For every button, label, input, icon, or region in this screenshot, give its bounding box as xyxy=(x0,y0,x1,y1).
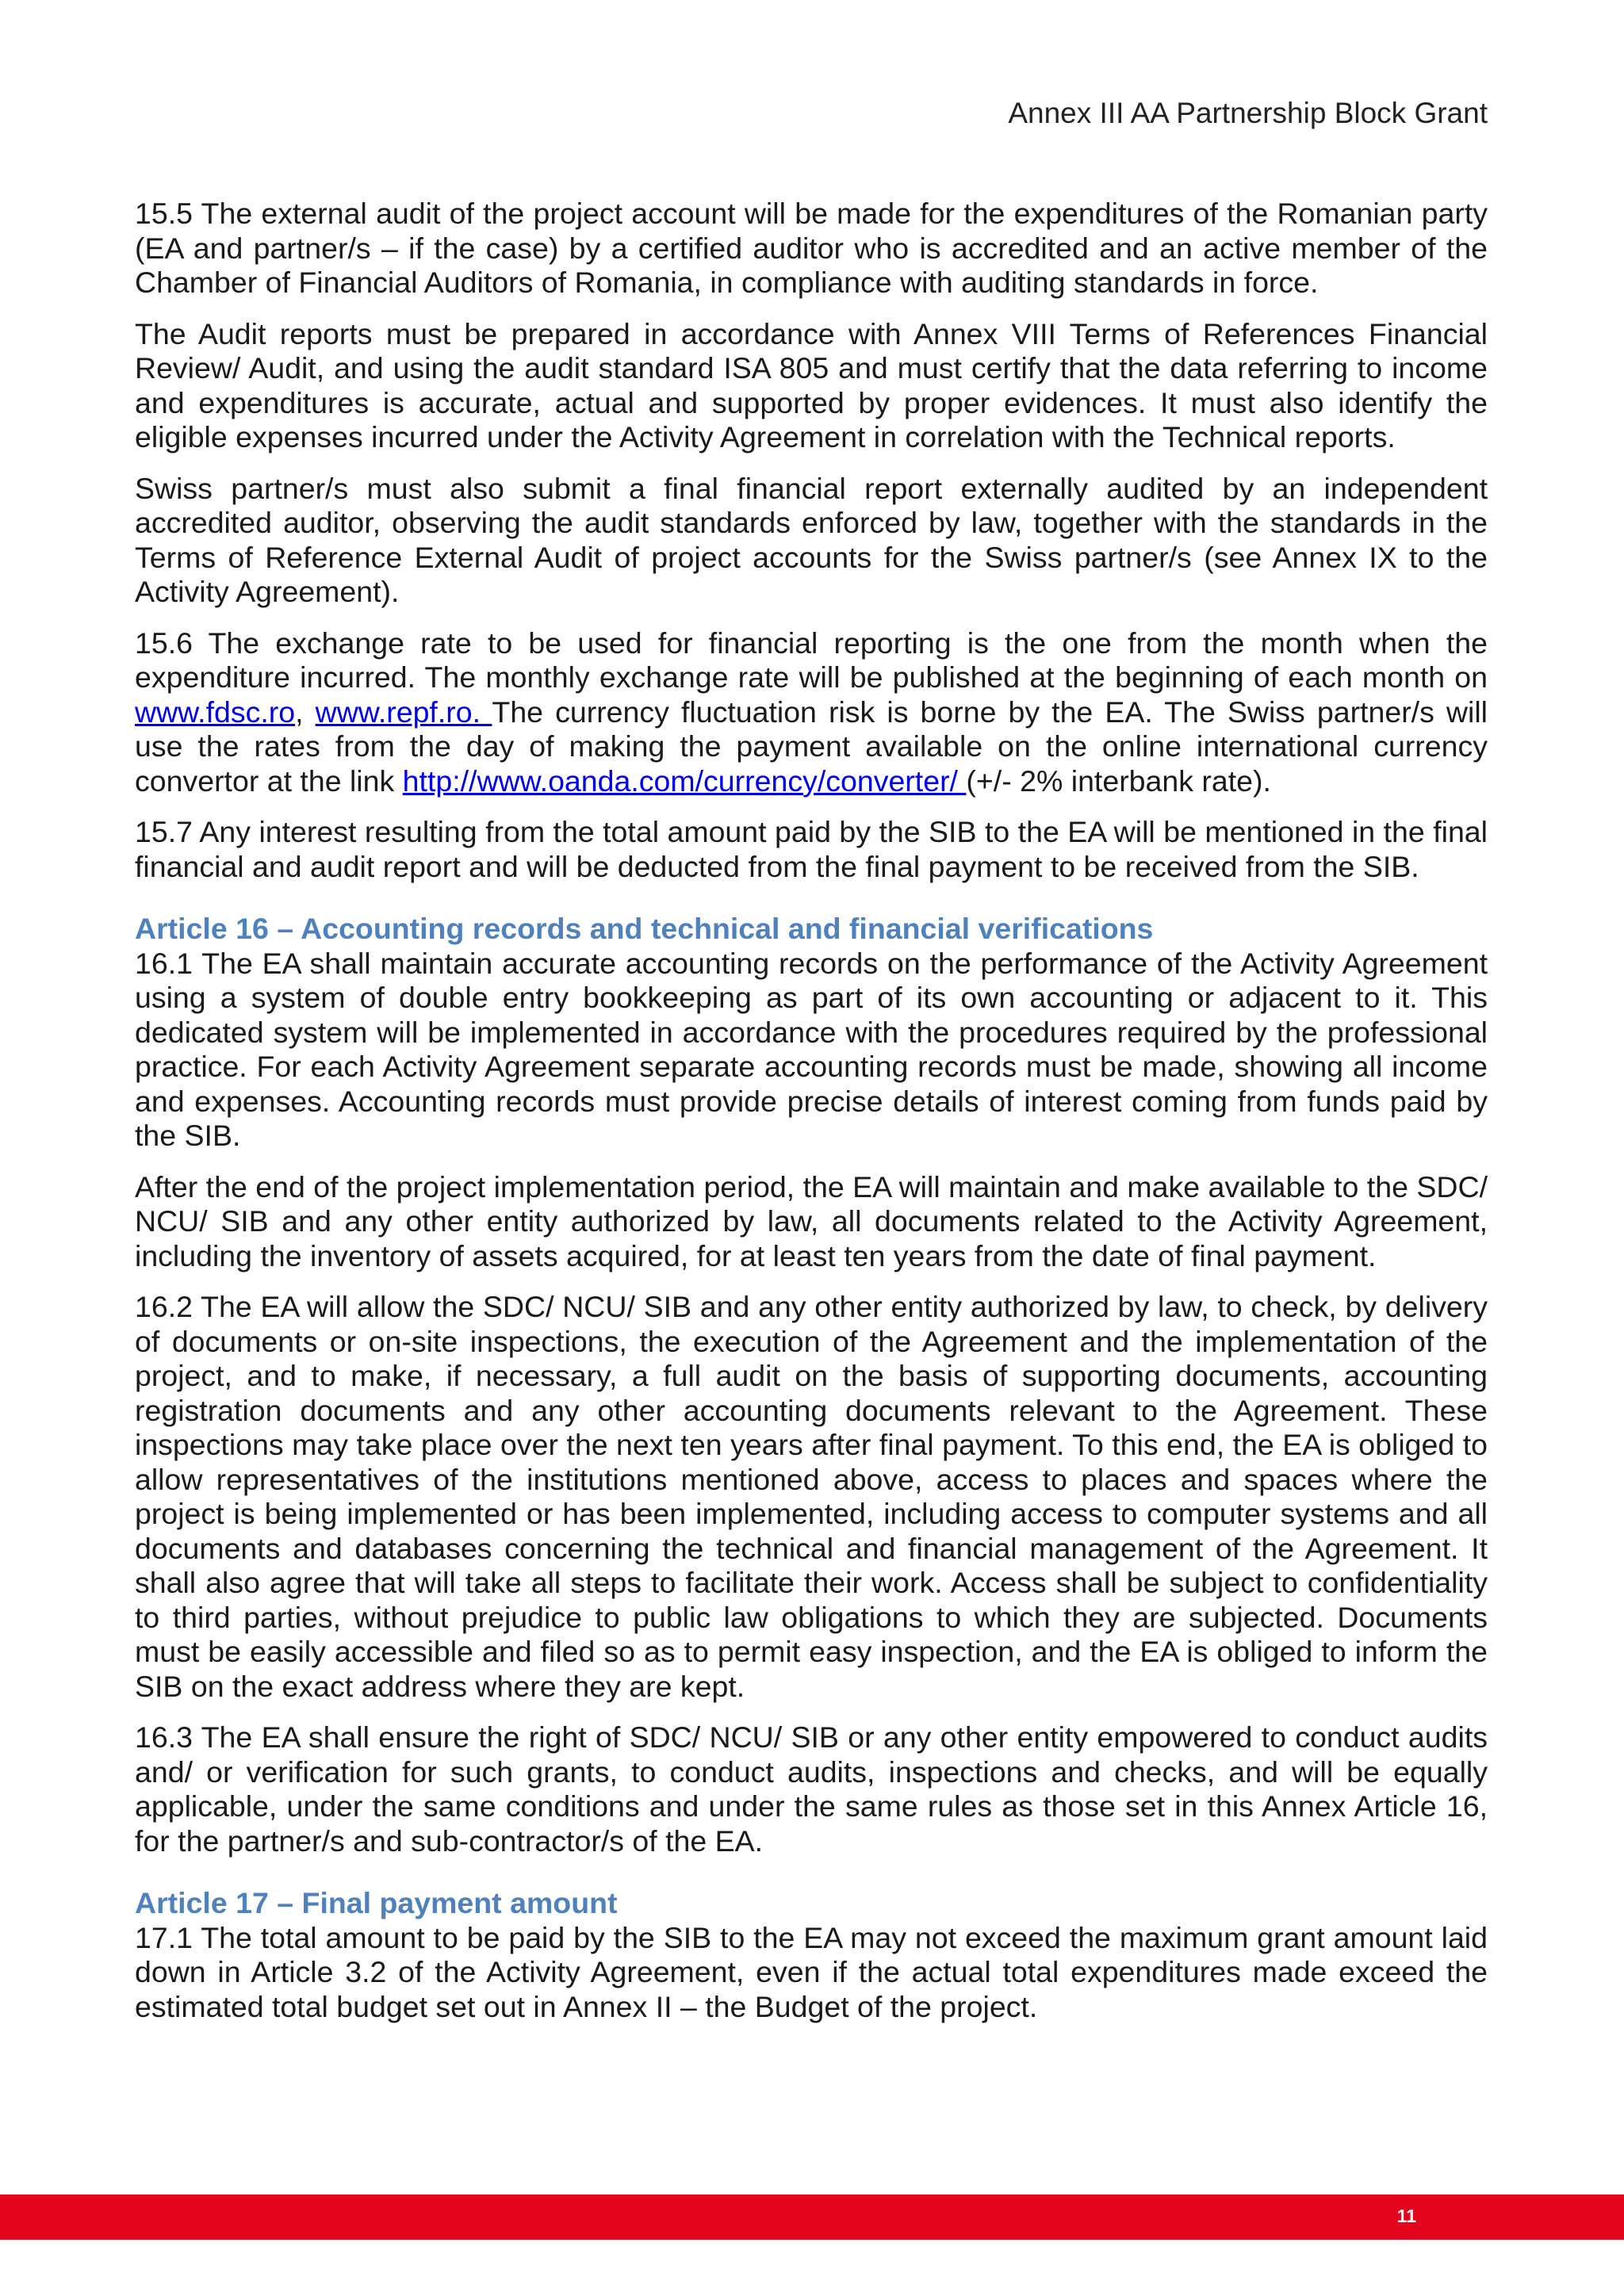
footer-bar xyxy=(0,2195,1624,2240)
article-16-heading: Article 16 – Accounting records and technical and financial verifications xyxy=(135,912,1154,945)
paragraph-16-2: 16.2 The EA will allow the SDC/ NCU/ SIB and any other entity authorized by law, to check, by delivery of documents or on-site inspections, the execution of the Agreement and the implementation of the project, and to make, if necessary, a full audit on the basis of supporting documents, accounting registration documents and any other accounting documents relevant to the Agreement. These inspections may take place over the next ten years after final payment. To this end, the EA is obliged to allow representatives of the institutions mentioned above, access to places and spaces where the project is being implemented or has been implemented, including access to computer systems and all documents and databases concerning the technical and financial management of the Agreement. It shall also agree that will take all steps to facilitate their work. Access shall be subject to confidentiality to third parties, without prejudice to public law obligations to which they are subjected. Documents must be easily accessible and filed so as to permit easy inspection, and the EA is obliged to inform the SIB on the exact address where they are kept. xyxy=(135,1290,1488,1703)
link-oanda-converter[interactable]: http://www.oanda.com/currency/converter/ xyxy=(402,763,967,798)
paragraph-15-5: 15.5 The external audit of the project account will be made for the expenditures of the Romanian party (EA and partner/s – if the case) by a certified auditor who is accredited and an active member of the Chamber of Financial Auditors of Romania, in compliance with auditing standards in force. xyxy=(135,197,1488,299)
paragraph-after-implementation: After the end of the project implementation period, the EA will maintain and make available to the SDC/ NCU/ SIB and any other entity authorized by law, all documents related to the Activity Agreement, including the inventory of assets acquired, for at least ten years from the date of final payment. xyxy=(135,1169,1488,1272)
link-repf[interactable]: www.repf.ro. xyxy=(315,695,492,729)
paragraph-swiss-partners: Swiss partner/s must also submit a final financial report externally audited by an independent accredited auditor, observing the audit standards enforced by law, together with the standards in the Terms of Reference External Audit of project accounts for the Swiss partner/s (see Annex IX to the Activity Agreement). xyxy=(135,471,1488,608)
article-17-heading: Article 17 – Final payment amount xyxy=(135,1886,618,1919)
document-header-title: Annex III AA Partnership Block Grant xyxy=(1008,97,1488,129)
page-number: 11 xyxy=(1396,2206,1416,2226)
paragraph-15-6 xyxy=(135,626,1488,799)
paragraph-16-1: 16.1 The EA shall maintain accurate accounting records on the performance of the Activity Agreement using a system of double entry bookkeeping as part of its own accounting or adjacent to it. This dedicated system will be implemented in accordance with the procedures required by the professional practice. For each Activity Agreement separate accounting records must be made, showing all income and expenses. Accounting records must provide precise details of interest coming from funds paid by the SIB. xyxy=(135,946,1488,1152)
paragraph-15-6-text-2: The currency fluctuation risk is borne by the EA. The Swiss partner/s will use the rates from the day of making the payment available on the online international currency convertor at the link xyxy=(135,695,1488,798)
link-fdsc[interactable]: www.fdsc.ro xyxy=(135,695,296,729)
paragraph-15-6-text-3: (+/- 2% interbank rate). xyxy=(966,763,1271,798)
paragraph-17-1: 17.1 The total amount to be paid by the SIB to the EA may not exceed the maximum grant amount laid down in Article 3.2 of the Activity Agreement, even if the actual total expenditures made exceed the estimated total budget set out in Annex II – the Budget of the project. xyxy=(135,1920,1488,2023)
paragraph-15-7: 15.7 Any interest resulting from the total amount paid by the SIB to the EA will be mentioned in the final financial and audit report and will be deducted from the final payment to be received from the SIB. xyxy=(135,815,1488,883)
paragraph-15-6-text-1: 15.6 The exchange rate to be used for financial reporting is the one from the month when the expenditure incurred. The monthly exchange rate will be published at the beginning of each month on xyxy=(135,626,1488,694)
paragraph-audit-reports: The Audit reports must be prepared in accordance with Annex VIII Terms of References Financial Review/ Audit, and using the audit standard ISA 805 and must certify that the data referring to income and expenditures is accurate, actual and supported by proper evidences. It must also identify the eligible expenses incurred under the Activity Agreement in correlation with the Technical reports. xyxy=(135,316,1488,453)
document-body xyxy=(135,197,1488,2041)
paragraph-16-3: 16.3 The EA shall ensure the right of SDC/ NCU/ SIB or any other entity empowered to conduct audits and/ or verification for such grants, to conduct audits, inspections and checks, and will be equally applicable, under the same conditions and under the same rules as those set in this Annex Article 16, for the partner/s and sub-contractor/s of the EA. xyxy=(135,1720,1488,1858)
paragraph-15-6-separator: , xyxy=(295,695,316,729)
